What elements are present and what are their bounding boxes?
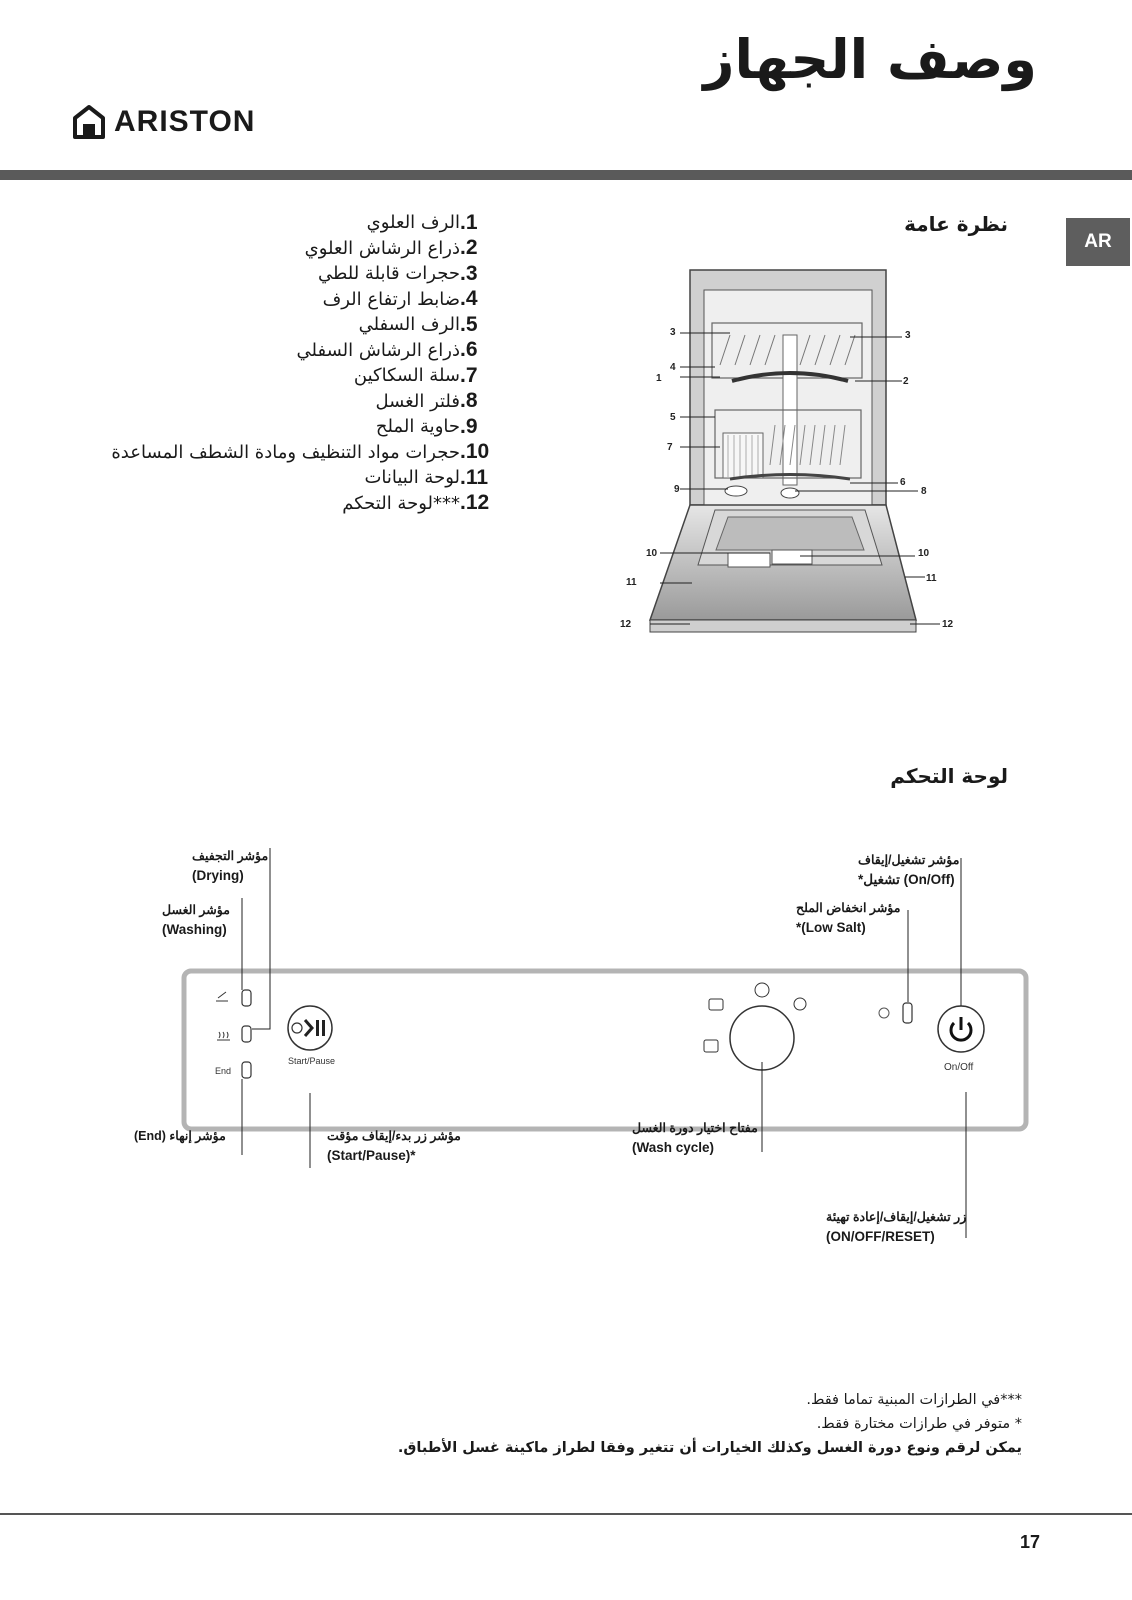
startpause-callout [327,1126,461,1166]
item-label: لوحة البيانات [364,467,460,489]
callout-8: 8 [921,486,927,497]
onoff-callout [858,850,959,890]
list-item [92,465,532,491]
lowsalt-callout-en: *(Low Salt) [796,920,866,935]
start-pause-button[interactable] [288,1006,332,1050]
list-item [92,236,532,262]
item-label: الرف العلوي [366,212,460,234]
item-label: فلتر الغسل [375,390,460,412]
callout-7: 7 [667,442,673,453]
wash-filter [781,488,799,498]
brand-logo [72,104,255,140]
drying-indicator [242,990,251,1006]
washcycle-callout-en: (Wash cycle) [632,1140,715,1155]
item-number: .4 [460,287,478,311]
header-rule [0,170,1132,180]
washing-callout-en: (Washing) [162,922,227,937]
footnote-2: * متوفر في طرازات مختارة فقط. [816,1416,1022,1432]
callout-4: 4 [670,362,676,373]
footnotes [398,1388,1022,1460]
low-salt-indicator [903,1003,912,1023]
item-label: ذراع الرشاش العلوي [304,237,460,259]
start-pause-label: Start/Pause [288,1056,336,1066]
list-item [92,491,532,517]
drying-callout [192,846,268,886]
rinse-aid-dispenser [772,550,812,564]
reset-callout-ar: زر تشغيل/إيقاف/إعادة تهيئة [826,1210,967,1224]
startpause-callout-ar: مؤشر زر بدء/إيقاف مؤقت [327,1129,461,1143]
list-item [92,363,532,389]
callout-3-right: 3 [905,330,911,341]
footer-rule [0,1513,1132,1515]
callout-6: 6 [900,477,906,488]
dishwasher-diagram [620,265,980,645]
callout-11-left: 11 [626,577,637,588]
item-number: .5 [460,312,478,336]
list-item [92,287,532,313]
list-item [92,338,532,364]
item-number: .9 [460,414,478,438]
house-icon [72,104,106,140]
reset-callout [826,1207,966,1247]
wash-cycle-knob[interactable] [730,1006,794,1070]
item-number: .8 [460,389,478,413]
item-number: .7 [460,363,478,387]
callout-11-right: 11 [926,573,937,584]
salt-container [725,486,747,496]
parts-list [92,210,532,516]
washcycle-callout-ar: مفتاح اختيار دورة الغسل [632,1121,758,1135]
lowsalt-callout [796,898,900,938]
end-callout-ar: مؤشر إنهاء (End) [134,1129,226,1143]
page-number: 17 [1020,1532,1041,1552]
item-number: .6 [460,338,478,362]
callout-10-left: 10 [646,548,658,559]
item-label: سلة السكاكين [353,365,460,387]
language-tab: AR [1066,218,1130,266]
item-label: حاوية الملح [375,416,460,438]
list-item [92,440,532,466]
item-label: حجرات قابلة للطي [318,263,460,285]
list-item [92,210,532,236]
callout-5: 5 [670,412,676,423]
cutlery-basket [723,433,763,478]
callout-3-left: 3 [670,327,676,338]
page-title: وصف الجهاز [703,28,1037,91]
item-label: ذراع الرشاش السفلي [296,339,460,361]
end-label: End [215,1066,232,1076]
lowsalt-callout-ar: مؤشر انخفاض الملح [796,901,901,915]
callout-9: 9 [674,484,680,495]
callout-12-left: 12 [620,619,632,630]
callout-10-right: 10 [918,548,930,559]
door-recess [716,517,864,550]
drying-callout-en: (Drying) [192,868,244,883]
washing-callout [162,900,230,940]
onoff-callout-en: *تشغيل (On/Off) [858,872,955,887]
startpause-callout-en: (Start/Pause)* [327,1148,416,1163]
detergent-dispenser [728,553,770,567]
power-button[interactable] [938,1006,984,1052]
brand-name: ARISTON [114,105,256,138]
control-panel-strip [650,620,916,632]
washing-callout-ar: مؤشر الغسل [162,903,230,917]
onoff-label: On/Off [944,1062,974,1073]
end-callout [134,1126,226,1146]
item-label: ضابط ارتفاع الرف [322,288,460,310]
end-indicator [242,1062,251,1078]
list-item [92,389,532,415]
reset-callout-en: (ON/OFF/RESET) [826,1229,935,1244]
item-number: .11 [460,465,489,489]
callout-12-right: 12 [942,619,954,630]
footnote-3: يمكن لرقم ونوع دورة الغسل وكذلك الخيارات أن تتغير وفقا لطراز ماكينة غسل الأطباق. [397,1440,1022,1456]
item-number: .1 [460,210,478,234]
item-number: .12 [460,491,490,515]
list-item [92,261,532,287]
item-label: ***لوحة التحكم [342,492,460,514]
callout-1: 1 [656,373,662,384]
onoff-callout-ar: مؤشر تشغيل/إيقاف [858,853,960,867]
item-label: حجرات مواد التنظيف ومادة الشطف المساعدة [111,441,460,463]
washing-indicator [242,1026,251,1042]
list-item [92,414,532,440]
item-number: .3 [460,261,478,285]
footnote-1: ***في الطرازات المبنية تماما فقط. [806,1392,1022,1408]
item-number: .2 [460,236,478,260]
overview-heading: نظرة عامة [904,212,1008,236]
list-item [92,312,532,338]
item-number: .10 [460,440,490,464]
callout-2: 2 [903,376,909,387]
washcycle-callout [632,1118,758,1158]
drying-callout-ar: مؤشر التجفيف [192,849,269,863]
item-label: الرف السفلي [358,314,460,336]
control-panel-heading: لوحة التحكم [890,764,1008,788]
